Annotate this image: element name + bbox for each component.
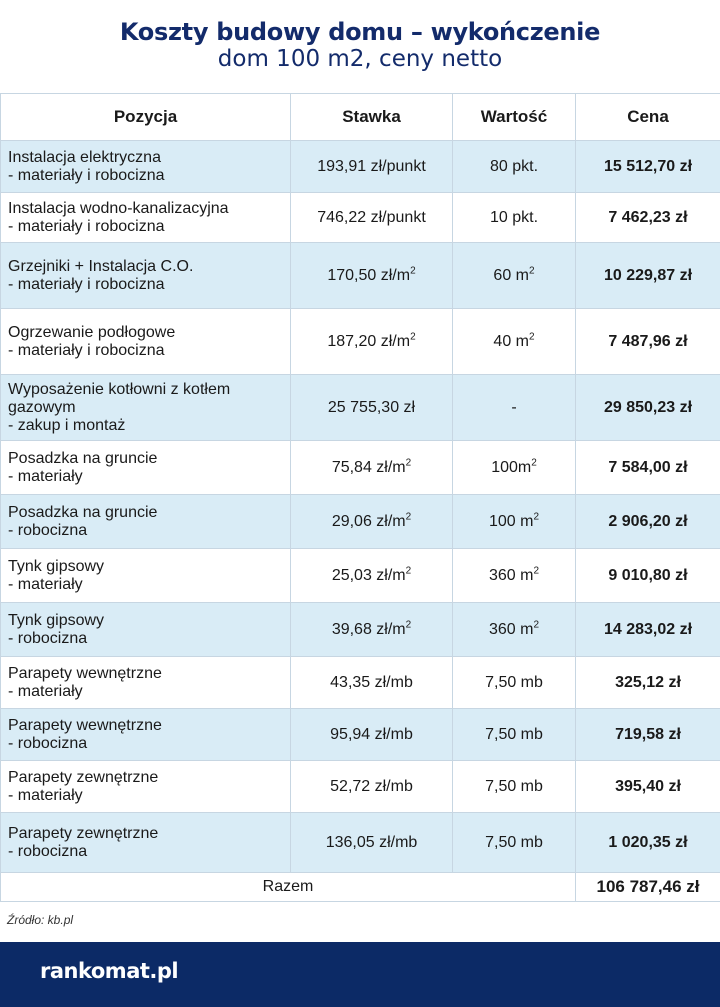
- table-row: [1, 657, 720, 709]
- cell-stawka-text: 52,72 zł/mb: [330, 777, 413, 795]
- cell-wartosc-text: 40 m: [493, 332, 529, 350]
- cell-stawka: [291, 141, 453, 193]
- cell-cena-text: 2 906,20 zł: [608, 512, 688, 530]
- cell-wartosc-text: 100m: [491, 458, 532, 476]
- cell-cena: [576, 549, 720, 603]
- cell-cena: [576, 761, 720, 813]
- table-row: [1, 495, 720, 549]
- cell-cena-text: 14 283,02 zł: [603, 620, 693, 638]
- header-wartosc: Wartość: [453, 94, 576, 141]
- page-title: Koszty budowy domu – wykończenie: [119, 18, 601, 46]
- cell-stawka-text: 187,20 zł/m: [327, 332, 411, 350]
- cell-cena: [576, 657, 720, 709]
- pozycja-line: - robocizna: [8, 521, 88, 539]
- cell-stawka-text: 39,68 zł/m: [331, 620, 406, 638]
- cell-pozycja: [1, 813, 291, 873]
- cell-cena-text: 10 229,87 zł: [603, 266, 693, 284]
- cell-stawka-superscript: 2: [405, 619, 412, 631]
- cell-stawka-superscript: 2: [410, 331, 416, 343]
- cell-cena-text: 719,58 zł: [615, 725, 681, 743]
- cell-wartosc-text: 7,50 mb: [485, 725, 543, 743]
- cell-stawka-text: 75,84 zł/m: [331, 458, 406, 476]
- pozycja-line: - materiały i robocizna: [8, 275, 165, 293]
- pozycja-line: - robocizna: [8, 842, 88, 860]
- cell-wartosc-superscript: 2: [531, 457, 537, 469]
- cell-cena: [576, 141, 720, 193]
- cell-stawka-text: 25,03 zł/m: [331, 566, 406, 584]
- cell-wartosc: [453, 375, 576, 441]
- total-label: Razem: [1, 873, 576, 902]
- cell-stawka-superscript: 2: [405, 511, 412, 523]
- cell-cena: [576, 709, 720, 761]
- cell-cena-text: 9 010,80 zł: [608, 566, 688, 584]
- pozycja-line: gazowym: [8, 398, 76, 416]
- table-row: [1, 193, 720, 243]
- cell-wartosc: [453, 243, 576, 309]
- cell-pozycja: [1, 761, 291, 813]
- pozycja-line: - materiały i robocizna: [8, 166, 165, 184]
- pozycja-line: Grzejniki + Instalacja C.O.: [8, 257, 194, 275]
- cell-stawka-text: 29,06 zł/m: [331, 512, 406, 530]
- cell-pozycja: [1, 709, 291, 761]
- cell-pozycja: [1, 193, 291, 243]
- cell-stawka-text: 136,05 zł/mb: [325, 833, 418, 851]
- cell-wartosc: [453, 603, 576, 657]
- cell-cena: [576, 813, 720, 873]
- cell-wartosc: [453, 309, 576, 375]
- pozycja-line: - materiały: [8, 786, 83, 804]
- cell-pozycja: [1, 309, 291, 375]
- cell-stawka-text: 746,22 zł/punkt: [317, 208, 426, 226]
- cell-wartosc-text: 80 pkt.: [489, 157, 539, 175]
- table-row: [1, 141, 720, 193]
- cell-stawka: [291, 761, 453, 813]
- table-row: [1, 441, 720, 495]
- cell-wartosc-text: 7,50 mb: [485, 833, 543, 851]
- cell-stawka-superscript: 2: [410, 265, 416, 277]
- cell-pozycja: [1, 495, 291, 549]
- pozycja-line: Instalacja elektryczna: [8, 148, 161, 166]
- cell-pozycja: [1, 243, 291, 309]
- cell-wartosc: [453, 549, 576, 603]
- cell-wartosc: [453, 709, 576, 761]
- pozycja-line: - materiały: [8, 682, 83, 700]
- page-subtitle: dom 100 m2, ceny netto: [217, 46, 503, 72]
- header-stawka: Stawka: [291, 94, 453, 141]
- cell-pozycja: [1, 141, 291, 193]
- source-note: Źródło: kb.pl: [7, 913, 74, 927]
- pozycja-line: Tynk gipsowy: [8, 557, 105, 575]
- cell-stawka: [291, 375, 453, 441]
- cell-stawka-text: 170,50 zł/m: [327, 266, 411, 284]
- pozycja-line: Wyposażenie kotłowni z kotłem: [8, 380, 231, 398]
- cell-cena: [576, 375, 720, 441]
- cell-stawka: [291, 193, 453, 243]
- cell-pozycja: [1, 657, 291, 709]
- cell-wartosc-text: 10 pkt.: [489, 208, 539, 226]
- table-row: [1, 375, 720, 441]
- cell-wartosc: [453, 813, 576, 873]
- cell-wartosc-text: 7,50 mb: [485, 673, 543, 691]
- table-row: [1, 243, 720, 309]
- cell-wartosc: [453, 441, 576, 495]
- cell-pozycja: [1, 375, 291, 441]
- cell-wartosc: [453, 193, 576, 243]
- table-row: [1, 813, 720, 873]
- cell-cena: [576, 603, 720, 657]
- pozycja-line: - materiały i robocizna: [8, 217, 165, 235]
- cell-wartosc-superscript: 2: [529, 265, 535, 277]
- cell-stawka-text: 25 755,30 zł: [327, 398, 416, 416]
- pozycja-line: Posadzka na gruncie: [8, 449, 158, 467]
- cell-wartosc: [453, 141, 576, 193]
- cell-stawka: [291, 603, 453, 657]
- cell-stawka-text: 95,94 zł/mb: [330, 725, 413, 743]
- cell-cena: [576, 309, 720, 375]
- cell-stawka: [291, 657, 453, 709]
- header-cena: Cena: [576, 94, 720, 141]
- cell-cena: [576, 193, 720, 243]
- cell-wartosc-text: -: [511, 398, 517, 416]
- cell-stawka: [291, 709, 453, 761]
- pozycja-line: Parapety zewnętrzne: [8, 824, 159, 842]
- table-row: [1, 709, 720, 761]
- cell-pozycja: [1, 441, 291, 495]
- table-row: [1, 549, 720, 603]
- cell-wartosc-text: 100 m: [488, 512, 534, 530]
- cell-wartosc-text: 360 m: [488, 620, 534, 638]
- cell-wartosc: [453, 761, 576, 813]
- pozycja-line: Posadzka na gruncie: [8, 503, 158, 521]
- cell-wartosc-text: 360 m: [488, 566, 534, 584]
- footer-bar: [0, 942, 720, 1007]
- table-row: [1, 603, 720, 657]
- pozycja-line: Tynk gipsowy: [8, 611, 105, 629]
- table-body: [1, 141, 720, 873]
- cell-cena: [576, 495, 720, 549]
- cell-cena-text: 7 462,23 zł: [608, 208, 688, 226]
- pozycja-line: - robocizna: [8, 734, 88, 752]
- table-row: [1, 761, 720, 813]
- cell-cena-text: 29 850,23 zł: [603, 398, 693, 416]
- brand-logo: rankomat.pl: [40, 959, 179, 983]
- cell-cena-text: 1 020,35 zł: [608, 833, 688, 851]
- cell-wartosc-superscript: 2: [533, 511, 540, 523]
- cell-cena: [576, 243, 720, 309]
- table-header-row: [1, 94, 720, 141]
- pozycja-line: - materiały i robocizna: [8, 341, 165, 359]
- pozycja-line: Parapety wewnętrzne: [8, 716, 162, 734]
- cell-wartosc-superscript: 2: [533, 619, 540, 631]
- total-row: [1, 873, 720, 902]
- cell-stawka-text: 43,35 zł/mb: [330, 673, 413, 691]
- cell-wartosc-superscript: 2: [529, 331, 535, 343]
- table-row: [1, 309, 720, 375]
- cost-table: [0, 93, 720, 902]
- cell-stawka: [291, 813, 453, 873]
- cell-cena-text: 7 584,00 zł: [608, 458, 688, 476]
- cell-wartosc-text: 7,50 mb: [485, 777, 543, 795]
- cell-wartosc-text: 60 m: [493, 266, 529, 284]
- pozycja-line: Parapety zewnętrzne: [8, 768, 159, 786]
- cell-pozycja: [1, 603, 291, 657]
- pozycja-line: - materiały: [8, 575, 83, 593]
- pozycja-line: - materiały: [8, 467, 83, 485]
- pozycja-line: Ogrzewanie podłogowe: [8, 323, 176, 341]
- cell-stawka: [291, 309, 453, 375]
- cell-stawka-superscript: 2: [405, 565, 412, 577]
- pozycja-line: - robocizna: [8, 629, 88, 647]
- header-pozycja: Pozycja: [1, 94, 291, 141]
- cell-wartosc: [453, 495, 576, 549]
- cell-cena-text: 15 512,70 zł: [603, 157, 693, 175]
- cell-pozycja: [1, 549, 291, 603]
- cell-stawka-superscript: 2: [405, 457, 412, 469]
- total-value: 106 787,46 zł: [576, 873, 720, 902]
- cell-cena-text: 325,12 zł: [615, 673, 681, 691]
- cell-stawka: [291, 243, 453, 309]
- cell-cena-text: 395,40 zł: [615, 777, 681, 795]
- cell-cena-text: 7 487,96 zł: [608, 332, 688, 350]
- cell-cena: [576, 441, 720, 495]
- cell-stawka: [291, 441, 453, 495]
- pozycja-line: Instalacja wodno-kanalizacyjna: [8, 199, 229, 217]
- pozycja-line: - zakup i montaż: [8, 416, 126, 434]
- cell-wartosc: [453, 657, 576, 709]
- cell-stawka-text: 193,91 zł/punkt: [317, 157, 426, 175]
- pozycja-line: Parapety wewnętrzne: [8, 664, 162, 682]
- cell-wartosc-superscript: 2: [533, 565, 540, 577]
- cell-stawka: [291, 549, 453, 603]
- cell-stawka: [291, 495, 453, 549]
